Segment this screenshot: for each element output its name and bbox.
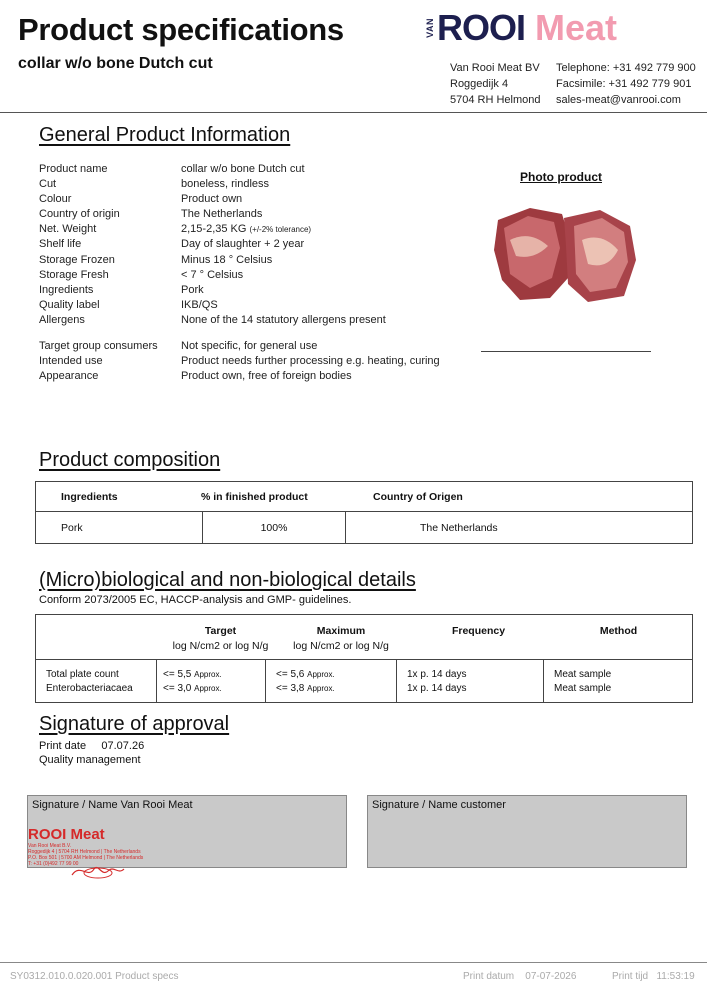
info-value: None of the 14 statutory allergens present <box>181 313 386 326</box>
company-contact <box>556 60 696 108</box>
footer-print-datum: Print datum 07-07-2026 <box>463 971 577 982</box>
info-value: IKB/QS <box>181 298 218 311</box>
footer-code: SY0312.010.0.020.001 Product specs <box>10 971 179 982</box>
product-subtitle: collar w/o bone Dutch cut <box>18 55 213 72</box>
cell-target: <= 3,0 <box>163 683 192 694</box>
col-maximum-unit: log N/cm2 or log N/g <box>293 640 389 652</box>
info-value: Pork <box>181 283 204 296</box>
col-target: Target <box>204 625 237 637</box>
info-value: collar w/o bone Dutch cut <box>181 163 305 175</box>
print-date-label: Print date <box>39 740 87 752</box>
cell-percent: 100% <box>203 512 346 544</box>
info-value: < 7 ° Celsius <box>181 268 244 281</box>
stamp-line: Van Rooi Meat B.V. <box>28 843 72 849</box>
cell-method: Meat sample <box>554 683 612 694</box>
info-row <box>39 313 440 328</box>
stamp-line: P.O. Box 501 | 5700 AM Helmond | The Netherlands <box>28 855 144 861</box>
approval-heading: Signature of approval <box>39 713 230 735</box>
col-percent: % in finished product <box>201 490 308 503</box>
info-row <box>39 192 440 207</box>
info-key: Colour <box>39 193 72 206</box>
footer-divider <box>0 962 707 963</box>
general-heading: General Product Information <box>39 124 291 146</box>
info-value: Product needs further processing e.g. heating, curing <box>181 355 440 368</box>
company-address <box>450 60 541 108</box>
col-maximum: Maximum <box>316 625 366 637</box>
info-value: Day of slaughter + 2 year <box>181 238 305 251</box>
cell-country: The Netherlands <box>346 512 693 544</box>
quality-management: Quality management <box>39 754 141 766</box>
signature-box-customer[interactable] <box>367 795 687 868</box>
table-header-row <box>36 482 693 512</box>
info-row <box>39 339 440 354</box>
email: sales-meat@vanrooi.com <box>556 94 681 106</box>
conform-text: Conform 2073/2005 EC, HACCP-analysis and GMP- guidelines. <box>39 594 352 606</box>
micro-table <box>35 614 693 703</box>
signature-label: Signature / Name Van Rooi Meat <box>32 799 193 811</box>
logo-van: VAN <box>425 18 435 38</box>
table-row <box>36 512 693 544</box>
company-street: Roggedijk 4 <box>450 78 509 90</box>
info-value: 2,15-2,35 KG <box>181 223 247 236</box>
info-row <box>39 298 440 313</box>
info-row <box>39 369 440 384</box>
info-key: Storage Frozen <box>39 253 115 266</box>
product-photo <box>490 200 640 310</box>
photo-title: Photo product <box>520 170 602 184</box>
info-key: Shelf life <box>39 238 82 251</box>
telephone: Telephone: +31 492 779 900 <box>556 62 696 74</box>
handwritten-signature <box>68 861 128 881</box>
company-name: Van Rooi Meat BV <box>450 62 540 74</box>
info-row <box>39 162 440 177</box>
cell-target: <= 5,5 <box>163 669 192 680</box>
print-date-value: 07.07.26 <box>101 740 145 752</box>
header-divider <box>0 112 707 113</box>
signature-label: Signature / Name customer <box>372 799 506 811</box>
info-key: Intended use <box>39 355 103 368</box>
info-row <box>39 268 440 283</box>
photo-underline <box>481 351 651 352</box>
company-stamp <box>28 826 158 886</box>
info-row <box>39 253 440 268</box>
col-country: Country of Origen <box>373 490 463 503</box>
info-key: Country of origin <box>39 208 120 221</box>
info-value: Product own <box>181 193 243 206</box>
info-value: Minus 18 ° Celsius <box>181 253 273 266</box>
info-key: Target group consumers <box>39 340 158 353</box>
info-key: Appearance <box>39 370 99 383</box>
footer-print-tijd: Print tijd 11:53:19 <box>612 971 695 982</box>
company-logo <box>425 8 617 48</box>
col-method: Method <box>599 625 638 637</box>
info-row <box>39 222 440 237</box>
info-value: Not specific, for general use <box>181 340 318 353</box>
cell-max: <= 3,8 <box>276 683 305 694</box>
col-ingredients: Ingredients <box>61 490 118 503</box>
composition-table <box>35 481 693 544</box>
cell-name: Enterobacteriacaea <box>46 683 133 694</box>
info-value: boneless, rindless <box>181 178 270 191</box>
info-row <box>39 237 440 252</box>
logo-rooi: ROOI <box>437 7 526 48</box>
cell-method: Meat sample <box>554 669 612 680</box>
info-row <box>39 177 440 192</box>
cell-max: <= 5,6 <box>276 669 305 680</box>
table-row: Total plate count Enterobacteriacaea <= 5,5 Approx. <= 3,0 Approx. <= 5,6 Approx. <= 3,8 Approx. 1x p. 14 days 1x p. 14 days Meat sample Meat sample <box>36 660 693 703</box>
micro-heading: (Micro)biological and non-biological details <box>39 569 416 591</box>
company-city: 5704 RH Helmond <box>450 94 541 106</box>
cell-ingredient: Pork <box>36 512 203 544</box>
info-key: Storage Fresh <box>39 268 109 281</box>
print-info <box>39 739 144 767</box>
info-row <box>39 283 440 298</box>
stamp-line: T: +31 (0)492 77 99 00 <box>28 861 79 867</box>
facsimile: Facsimile: +31 492 779 901 <box>556 78 692 90</box>
col-frequency: Frequency <box>451 625 506 637</box>
info-value: Product own, free of foreign bodies <box>181 370 352 383</box>
stamp-line: Roggedijk 4 | 5704 RH Helmond | The Netherlands <box>28 849 141 855</box>
info-key: Ingredients <box>39 283 94 296</box>
table-header-row <box>36 615 693 660</box>
info-key: Allergens <box>39 313 85 326</box>
cell-frequency: 1x p. 14 days <box>407 683 467 694</box>
info-row <box>39 207 440 222</box>
info-key: Product name <box>39 163 108 175</box>
col-target-unit: log N/cm2 or log N/g <box>172 640 269 652</box>
info-value: The Netherlands <box>181 208 263 221</box>
general-info-list <box>39 162 440 384</box>
info-key: Net. Weight <box>39 223 97 236</box>
page-title: Product specifications <box>18 12 344 47</box>
stamp-logo: ROOI Meat <box>28 826 105 843</box>
weight-tolerance: (+/-2% tolerance) <box>249 225 312 235</box>
logo-meat: Meat <box>535 7 618 48</box>
info-row <box>39 354 440 369</box>
info-key: Cut <box>39 178 57 191</box>
info-key: Quality label <box>39 298 100 311</box>
composition-heading: Product composition <box>39 449 221 471</box>
cell-frequency: 1x p. 14 days <box>407 669 467 680</box>
cell-name: Total plate count <box>46 669 119 680</box>
